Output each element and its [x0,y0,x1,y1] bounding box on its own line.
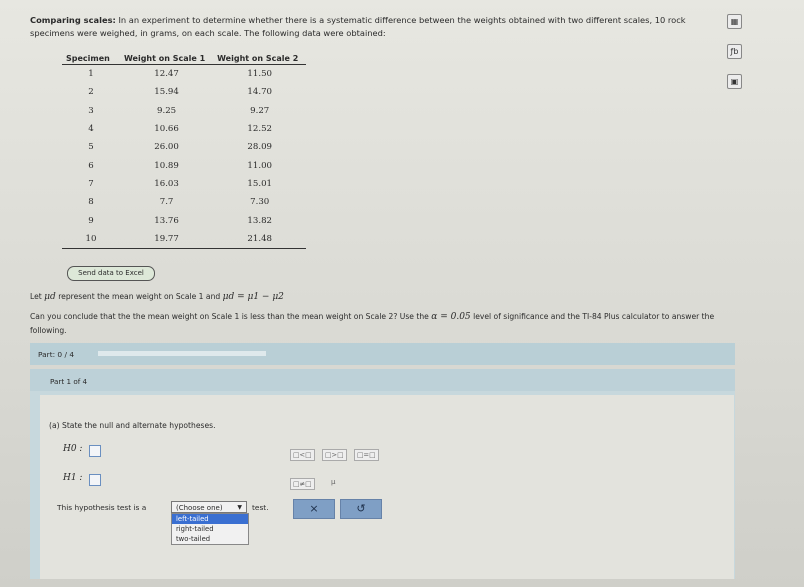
greater-than-button[interactable]: □>□ [322,449,347,461]
clear-button[interactable] [293,499,335,519]
undo-button[interactable] [340,499,382,519]
problem-text: In an experiment to determine whether there is a systematic difference between the weights obtained with two different scales, 10 rock specimens were weighed, in grams, on each scale. The following data were obtained: [30,15,686,38]
table-row: 10 19.77 21.48 [62,230,306,249]
test-type-prefix: This hypothesis test is a [57,503,147,512]
table-icon[interactable]: ▦ [727,14,742,29]
h1-label: H1 : [63,473,83,483]
close-icon: × [309,502,319,515]
option-left-tailed[interactable]: left-tailed [172,514,248,524]
col-header-specimen: Specimen [62,54,120,65]
mu-d-symbol: μd [44,292,56,302]
progress-bar-section [30,343,735,365]
question-prompt: Can you conclude that the the mean weight on Scale 1 is less than the mean weight on Scale 2? Use the α = 0.05 level of significance and the TI-84 Plus calculator to answer the following. [30,312,715,335]
test-type-dropdown[interactable]: (Choose one) ▼ [171,501,247,513]
part-header: Part 1 of 4 [30,369,735,391]
problem-intro [30,14,720,40]
less-than-button[interactable]: □<□ [290,449,315,461]
weights-table [62,54,306,249]
table-row: 6 10.89 11.00 [88,160,273,171]
chevron-down-icon: ▼ [237,504,242,511]
undo-icon: ↺ [356,502,366,515]
calculator-icon[interactable]: ▣ [727,74,742,89]
equals-button[interactable]: □=□ [354,449,379,461]
col-header-scale2: Weight on Scale 2 [213,54,306,65]
option-two-tailed[interactable]: two-tailed [176,535,211,543]
formula-icon[interactable]: ƒb [727,44,742,59]
table-row: 4 10.66 12.52 [88,124,273,135]
table-row: 7 16.03 15.01 [88,178,273,189]
table-row: 3 9.25 9.27 [88,105,270,116]
alpha-value: α = 0.05 [431,312,471,322]
progress-track [98,351,266,356]
mean-definition: Let μd represent the mean weight on Scale 1 and μd = μ1 − μ2 [30,292,284,302]
table-row: 5 26.00 28.09 [88,142,273,153]
table-row: 8 7.7 7.30 [88,197,270,208]
mu-button[interactable]: μ [331,478,336,486]
send-to-excel-button[interactable]: Send data to Excel [67,266,155,281]
problem-lead: Comparing scales: [30,15,116,25]
not-equals-button[interactable]: □≠□ [290,478,315,490]
h1-input[interactable] [89,474,101,486]
test-type-suffix: test. [252,503,269,512]
option-right-tailed[interactable]: right-tailed [176,525,214,533]
table-row: 1 12.47 11.50 [88,69,273,80]
table-row: 2 15.94 14.70 [88,87,273,98]
mu-difference-formula: μd = μ1 − μ2 [222,292,284,302]
table-row: 9 13.76 13.82 [88,215,273,226]
test-type-menu [171,513,249,545]
h0-input[interactable] [89,445,101,457]
hypotheses-question: (a) State the null and alternate hypotheses. [49,421,216,430]
h0-label: H0 : [63,444,83,454]
col-header-scale1: Weight on Scale 1 [120,54,213,65]
progress-label: Part: 0 / 4 [38,350,75,359]
